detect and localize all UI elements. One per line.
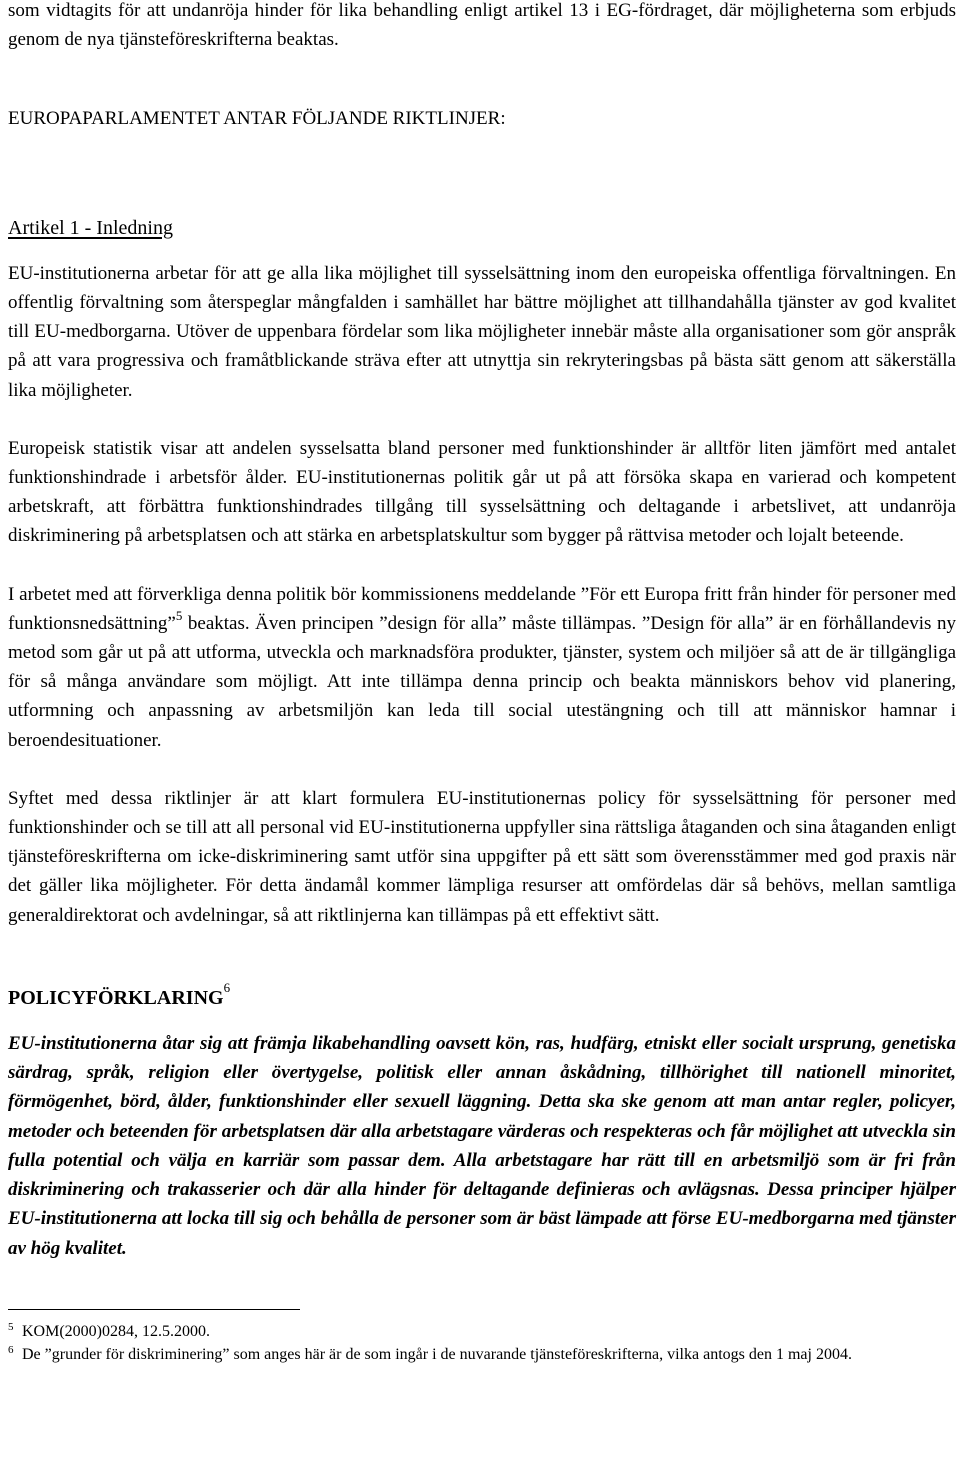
paragraph-purpose: Syftet med dessa riktlinjer är att klart formulera EU-institutionernas policy för sysselsättning för personer med funktionshinder och se till att all personal vid EU-institutionerna uppfyller sina rättsliga åtaganden och sina åtaganden enligt tjänsteföreskrifterna om icke-diskriminering samt utför sina uppgifter på ett sätt som överensstämmer med god praxis när det gäller lika möjligheter. För detta ändamål kommer lämpliga resurser att omfördelas där så behövs, mellan samtliga generaldirektorat och avdelningar, så att riktlinjerna kan tillämpas på ett effektivt sätt. — [8, 787, 956, 926]
paragraph-statistics: Europeisk statistik visar att andelen sysselsatta bland personer med funktionshinder är alltför liten jämfört med antalet funktionshindrade i arbetsför ålder. EU-institutionernas politik går ut på att försöka skapa en varierad och kompetent arbetskraft, att förbättra funktionshindrades tillgång till sysselsättning och deltagande i arbetslivet, att undanröja diskriminering på arbetsplatsen och att stärka en arbetsplatskultur som bygger på rättvisa metoder och lojalt beteende. — [8, 437, 956, 547]
footnote-ref-6[interactable]: 6 — [223, 980, 231, 996]
policy-heading-text: POLICYFÖRKLARING — [8, 986, 224, 1009]
footnotes — [8, 1320, 956, 1366]
footnote-text: KOM(2000)0284, 12.5.2000. — [22, 1322, 210, 1340]
footnote-text: De ”grunder för diskriminering” som anges här är de som ingår i de nuvarande tjänsteföreskrifterna, vilka antogs den 1 maj 2004. — [22, 1345, 852, 1363]
paragraph-introduction: EU-institutionerna arbetar för att ge alla lika möjlighet till sysselsättning inom den europeiska offentliga förvaltningen. En offentlig förvaltning som återspeglar mångfalden i samhället har bättre möjlighet att tillhandahålla tjänster av god kvalitet till EU-medborgarna. Utöver de uppenbara fördelar som lika möjligheter innebär måste alla organisationer som gör anspråk på att vara progressiva och framåtblickande sträva efter att utnyttja sin rekryteringsbas på bästa sätt genom att säkerställa lika möjligheter. — [8, 262, 956, 401]
intro-text: som vidtagits för att undanröja hinder för lika behandling enligt artikel 13 i EG-fördraget, där möjligheterna som erbjuds genom de nya tjänsteföreskrifterna beaktas. — [8, 0, 956, 51]
policy-heading — [8, 980, 956, 1013]
footnote-number: 5 — [8, 1320, 14, 1333]
resolution-heading: EUROPAPARLAMENTET ANTAR FÖLJANDE RIKTLINJER: — [8, 108, 506, 130]
footnote-5 — [8, 1320, 956, 1343]
paragraph-design-for-all-part2: beaktas. Även principen ”design för alla” måste tillämpas. ”Design för alla” är en förhållandevis ny metod som går ut på att utforma, utveckla och marknadsföra produkter, tjänster, system och miljöer så att de är tillgängliga för så många användare som möjligt. Att inte tillämpa denna princip och beakta människors behov vid planering, utformning och anpassning av arbetsmiljön kan leda till social utestängning och till att människor hamnar i beroendesituationer. — [8, 612, 956, 751]
article-heading: Artikel 1 - Inledning — [8, 216, 173, 239]
policy-statement: EU-institutionerna åtar sig att främja likabehandling oavsett kön, ras, hudfärg, etniskt eller socialt ursprung, genetiska särdrag, språk, religion eller övertygelse, politisk eller annan åskådning, tillhörighet till nationell minoritet, förmögenhet, börd, ålder, funktionshinder eller sexuell läggning. Detta ska ske genom att man antar regler, policyer, metoder och beteenden för arbetsplatsen där alla arbetstagare värderas och respekteras och får möjlighet att utveckla sin fulla potential och välja en karriär som passar dem. Alla arbetstagare har rätt till en arbetsmiljö som är fri från diskriminering och trakasserier och där alla hinder för deltagande definieras och avlägsnas. Dessa principer hjälper EU-institutionerna att locka till sig och behålla de personer som är bäst lämpade att förse EU-medborgarna med tjänster av hög kvalitet. — [8, 1033, 956, 1259]
footnote-number: 6 — [8, 1343, 14, 1356]
footnote-ref-5[interactable]: 5 — [175, 607, 183, 623]
paragraph-design-for-all — [8, 580, 956, 755]
paragraph-design-for-all-part1: I arbetet med att förverkliga denna politik bör kommissionens meddelande ”För ett Europa fritt från hinder för personer med funktionsnedsättning” — [8, 583, 956, 634]
footnote-separator — [8, 1309, 300, 1310]
document-page — [8, 0, 956, 1366]
footnote-6 — [8, 1343, 956, 1366]
